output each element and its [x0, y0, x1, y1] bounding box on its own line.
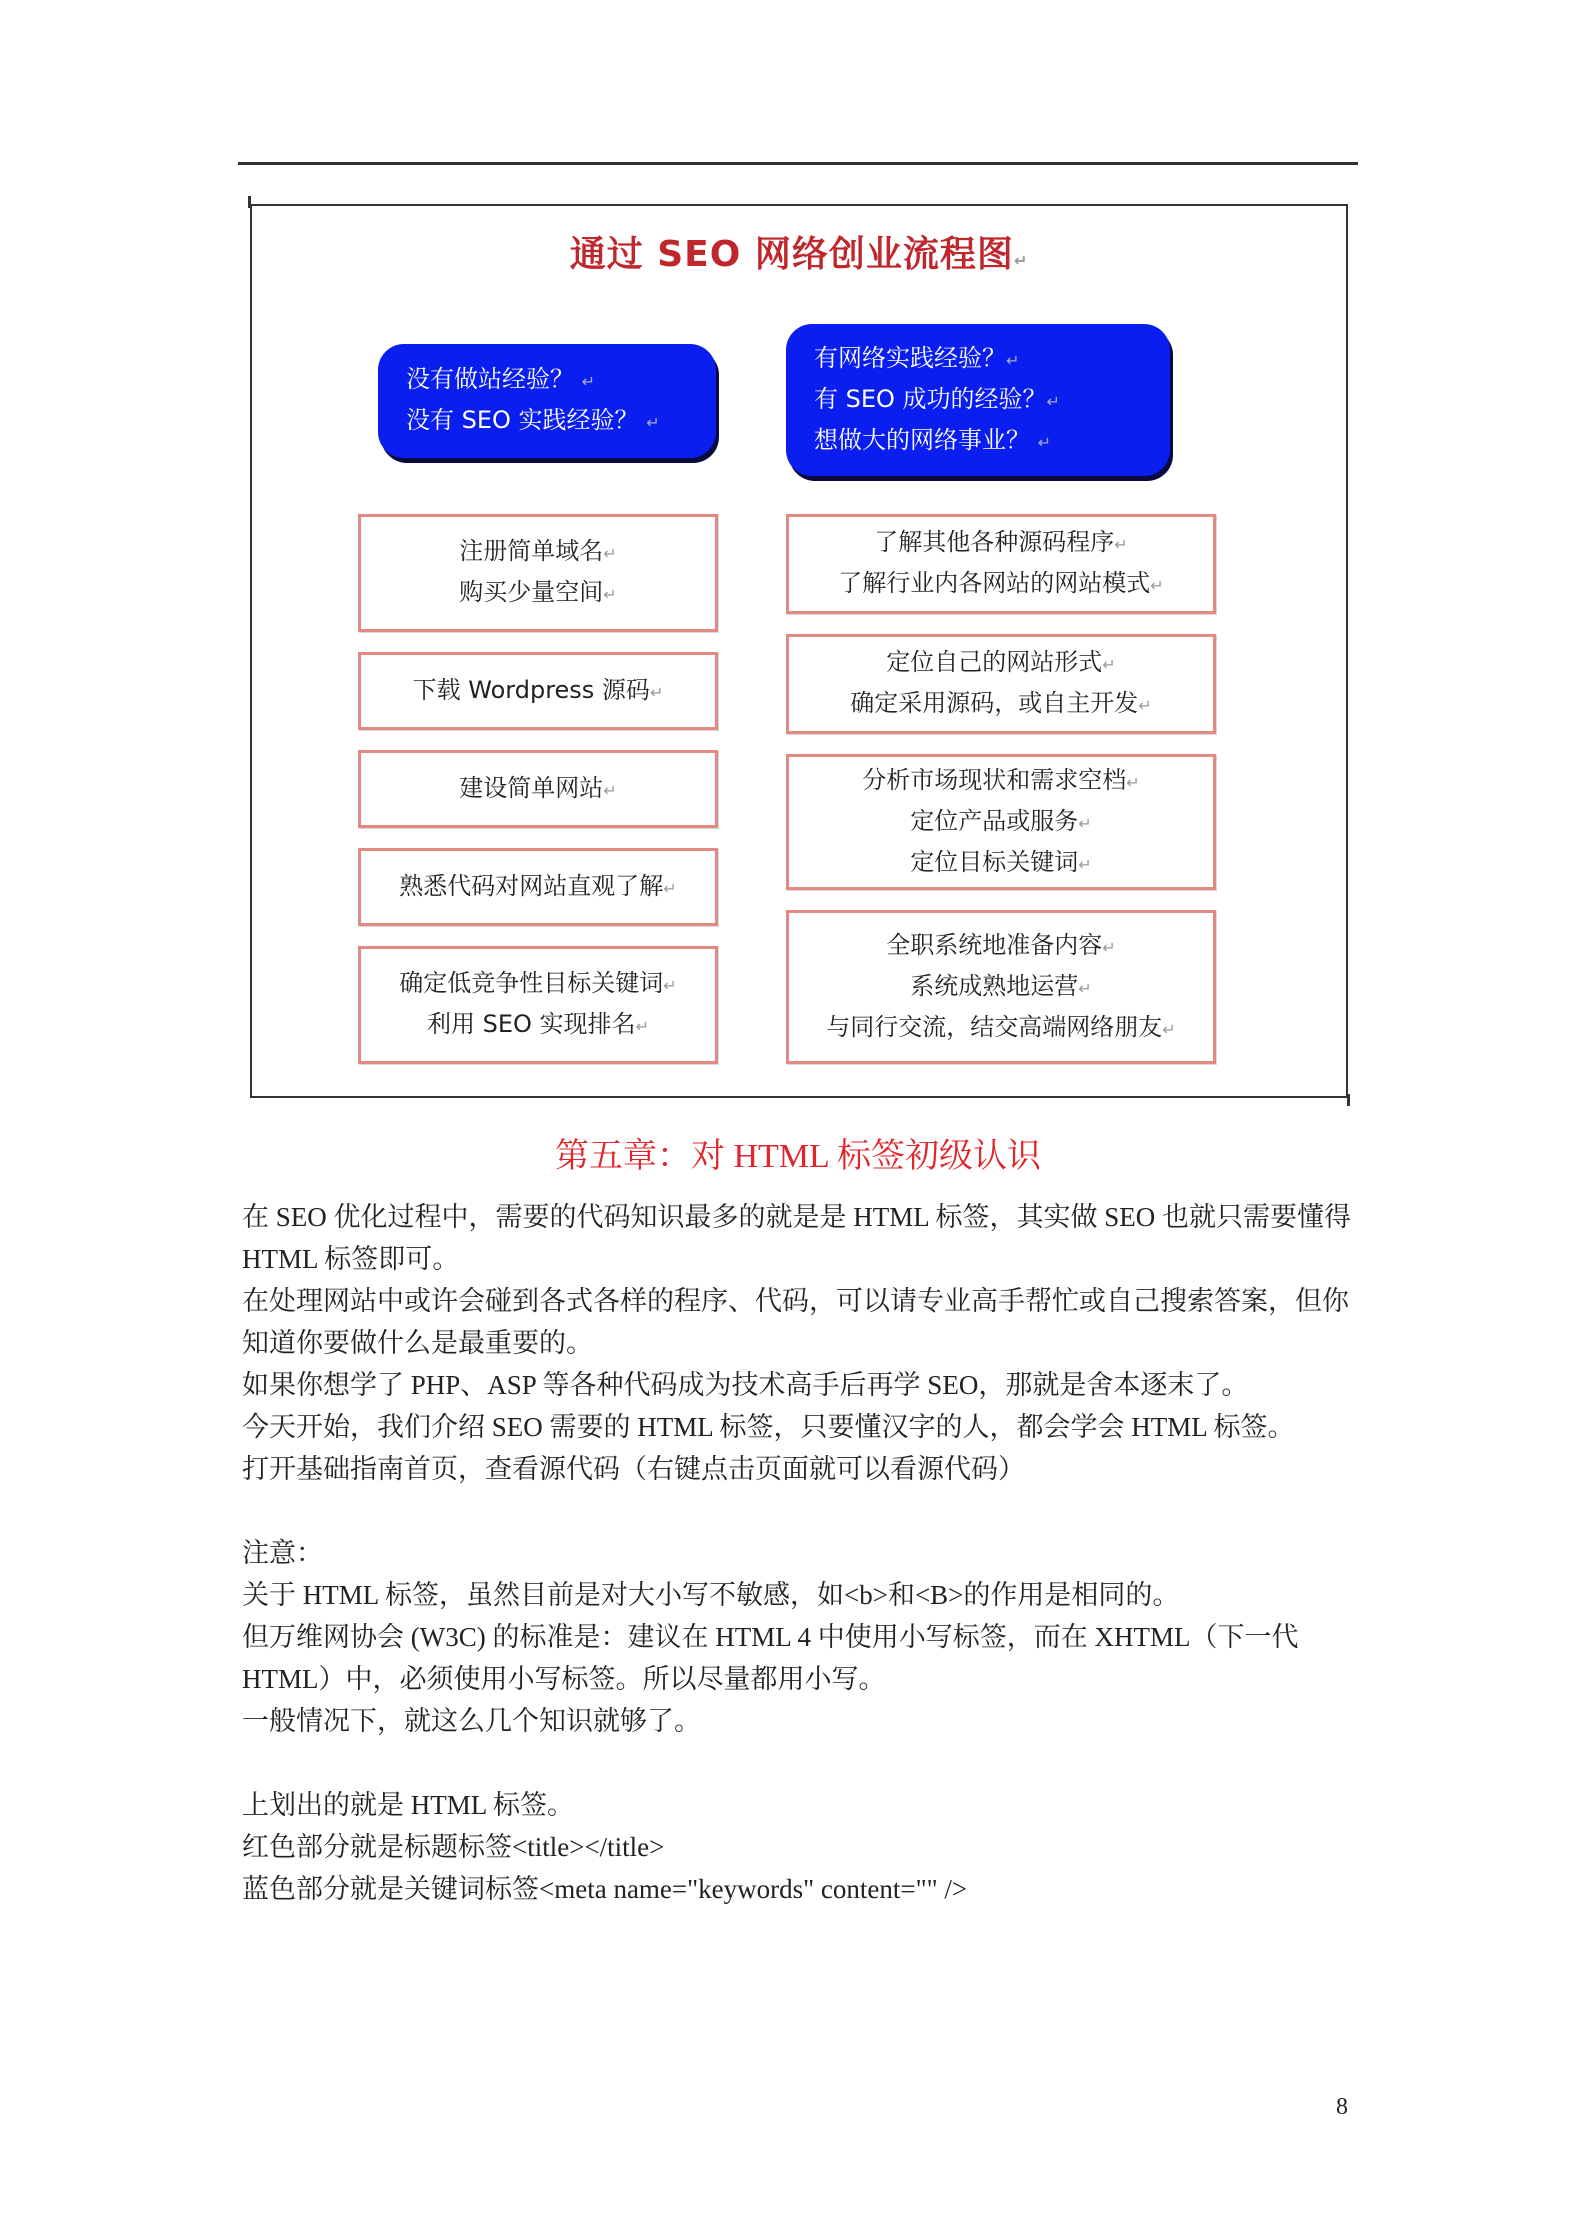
left-step-box: [358, 514, 718, 632]
step-line: 与同行交流，结交高端网络朋友↵: [826, 1012, 1176, 1041]
step-line: 建设简单网站↵: [459, 773, 617, 802]
right-step-box: [786, 754, 1216, 890]
paragraph-gap: [242, 1490, 1356, 1532]
right-step-box: [786, 514, 1216, 614]
paragraph: 蓝色部分就是关键词标签<meta name="keywords" content="" />: [242, 1874, 968, 1904]
step-line: 注册简单域名↵: [459, 537, 617, 565]
left-step-box: [358, 652, 718, 730]
step-line: 全职系统地准备内容↵: [886, 930, 1116, 959]
paragraph: 如果你想学了 PHP、ASP 等各种代码成为技术高手后再学 SEO，那就是舍本逐末了。: [242, 1370, 1249, 1400]
page-number: 8: [1336, 2094, 1348, 2120]
paragraph: 在 SEO 优化过程中，需要的代码知识最多的就是是 HTML 标签，其实做 SEO 也就只需要懂得 HTML 标签即可。: [242, 1202, 1352, 1274]
flowchart-title: 通过 SEO 网络创业流程图↵: [569, 234, 1029, 275]
step-line: 定位目标关键词↵: [910, 847, 1092, 876]
left-question-pill: [378, 344, 716, 458]
body-text: [242, 1196, 1356, 1910]
pill-line: 有网络实践经验？↵: [814, 343, 1020, 372]
paragraph: 打开基础指南首页，查看源代码（右键点击页面就可以看源代码）: [242, 1454, 1025, 1484]
paragraph: 关于 HTML 标签，虽然目前是对大小写不敏感，如<b>和<B>的作用是相同的。: [242, 1580, 1180, 1610]
paragraph: 红色部分就是标题标签<title></title>: [242, 1832, 665, 1862]
paragraph: 今天开始，我们介绍 SEO 需要的 HTML 标签，只要懂汉字的人，都会学会 HTML 标签。: [242, 1412, 1295, 1442]
left-step-box: [358, 946, 718, 1064]
frame-corner-mark: [248, 196, 251, 208]
step-line: 了解行业内各网站的网站模式↵: [838, 569, 1164, 597]
frame-corner-mark: [1347, 1094, 1350, 1106]
step-line: 确定低竞争性目标关键词↵: [399, 969, 677, 997]
chapter-title: 第五章：对 HTML 标签初级认识: [554, 1138, 1042, 1175]
paragraph: 上划出的就是 HTML 标签。: [242, 1790, 574, 1820]
step-line: 了解其他各种源码程序↵: [874, 528, 1128, 556]
step-line: 定位产品或服务↵: [910, 806, 1092, 835]
pill-line: 想做大的网络事业？ ↵: [814, 425, 1052, 454]
right-step-box: [786, 634, 1216, 734]
step-line: 确定采用源码，或自主开发↵: [850, 689, 1152, 717]
paragraph-gap: [242, 1742, 1356, 1784]
paragraph: 但万维网协会 (W3C) 的标准是：建议在 HTML 4 中使用小写标签，而在 XHTML（下一代 HTML）中，必须使用小写标签。所以尽量都用小写。: [242, 1622, 1299, 1694]
pill-line: 没有做站经验？ ↵: [406, 365, 596, 393]
right-step-box: [786, 910, 1216, 1064]
paragraph: 在处理网站中或许会碰到各式各样的程序、代码，可以请专业高手帮忙或自己搜索答案，但你知道你要做什么是最重要的。: [242, 1286, 1349, 1358]
step-line: 购买少量空间↵: [459, 578, 617, 606]
note-heading: 注意：: [242, 1538, 323, 1568]
step-line: 利用 SEO 实现排名↵: [427, 1010, 649, 1038]
paragraph: 一般情况下，就这么几个知识就够了。: [242, 1706, 701, 1736]
step-line: 定位自己的网站形式↵: [886, 648, 1116, 676]
header-rule: [238, 162, 1358, 165]
pill-line: 有 SEO 成功的经验？↵: [814, 384, 1060, 413]
step-line: 系统成熟地运营↵: [910, 971, 1092, 1000]
seo-flowchart: [250, 204, 1348, 1098]
left-step-box: [358, 848, 718, 926]
step-line: 熟悉代码对网站直观了解↵: [399, 871, 677, 900]
step-line: 下载 Wordpress 源码↵: [412, 675, 664, 704]
right-question-pill: [786, 324, 1170, 476]
left-step-box: [358, 750, 718, 828]
pill-line: 没有 SEO 实践经验？ ↵: [406, 406, 660, 434]
step-line: 分析市场现状和需求空档↵: [862, 765, 1140, 794]
